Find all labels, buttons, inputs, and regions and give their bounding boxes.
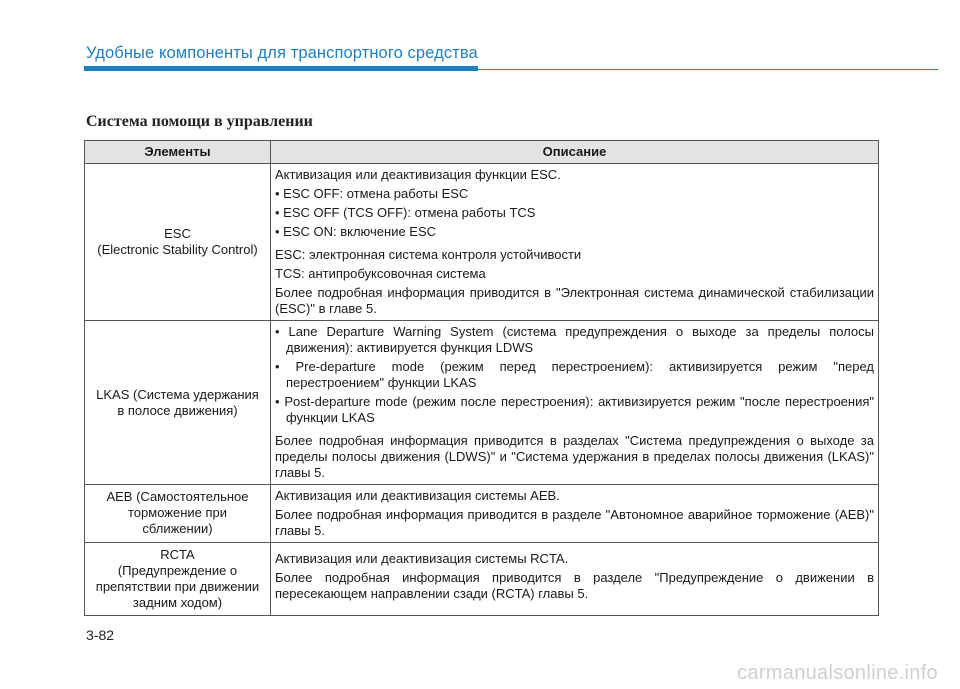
name-line: препятствии при движении	[95, 579, 260, 594]
desc-bullet: • ESC OFF: отмена работы ESC	[275, 186, 469, 201]
name-line: в полосе движения)	[117, 402, 238, 418]
name-line: торможение при	[127, 505, 228, 520]
name-line: ESC	[164, 226, 191, 241]
column-header-description: Описание	[271, 141, 879, 164]
table-row	[85, 321, 879, 485]
table-row	[85, 164, 879, 321]
features-table	[84, 140, 879, 616]
desc-line: Активизация или деактивизация системы RCTA.	[275, 550, 569, 566]
desc-line: ESC: электронная система контроля устойчивости	[275, 247, 582, 262]
desc-bullet: • ESC ON: включение ESC	[275, 224, 437, 239]
desc-reference: Более подробная информация приводится в разделах "Система предупреждения о выходе за пределы полосы движения (LDWS)" и "Система удержания в пределах полосы движения (LKAS)" главы 5.	[275, 433, 874, 480]
header-rule-thick	[84, 66, 478, 71]
name-line: LKAS (Система удержания	[96, 386, 259, 402]
row-name-esc	[85, 164, 271, 321]
name-line: задним ходом)	[132, 595, 223, 610]
name-line: (Предупреждение о	[117, 563, 238, 578]
watermark: carmanualsonline.info	[737, 662, 938, 684]
desc-bullet: • ESC OFF (TCS OFF): отмена работы TCS	[275, 205, 536, 220]
name-line: AEB (Самостоятельное	[106, 489, 249, 504]
name-line: сближении)	[142, 521, 213, 536]
row-desc-aeb	[271, 485, 879, 543]
row-name-rcta	[85, 543, 271, 616]
column-header-elements: Элементы	[85, 141, 271, 164]
table-header-row	[85, 141, 879, 164]
desc-bullet: • Post-departure mode (режим после перестроения): активизируется режим "после перестроения" функции LKAS	[275, 394, 874, 425]
section-title: Система помощи в управлении	[86, 113, 313, 130]
row-desc-rcta	[271, 543, 879, 616]
desc-reference: Более подробная информация приводится в разделе "Предупреждение о движении в пересекающем направлении сзади (RCTA) главы 5.	[275, 569, 874, 601]
table-row	[85, 485, 879, 543]
desc-line: Активизация или деактивизация системы AEB.	[275, 488, 560, 503]
desc-reference: Более подробная информация приводится в "Электронная система динамической стабилизации (ESC)" в главе 5.	[275, 285, 874, 316]
page-header-title: Удобные компоненты для транспортного средства	[86, 44, 478, 62]
desc-bullet: • Lane Departure Warning System (система предупреждения о выходе за пределы полосы движения): активируется функция LDWS	[275, 324, 874, 355]
name-line: RCTA	[160, 547, 195, 562]
row-desc-lkas	[271, 321, 879, 485]
desc-reference: Более подробная информация приводится в разделе "Автономное аварийное торможение (AEB)" главы 5.	[275, 507, 874, 538]
row-name-lkas	[85, 321, 271, 485]
desc-line: Активизация или деактивизация функции ESC.	[275, 167, 561, 182]
header-rule-thin	[478, 69, 938, 71]
table-row	[85, 543, 879, 616]
desc-line: TCS: антипробуксовочная система	[275, 266, 486, 281]
name-line: (Electronic Stability Control)	[97, 242, 258, 257]
row-name-aeb	[85, 485, 271, 543]
page-number: 3-82	[86, 627, 115, 643]
desc-bullet: • Pre-departure mode (режим перед перестроением): активизируется режим "перед перестроением" функции LKAS	[275, 359, 874, 390]
row-desc-esc	[271, 164, 879, 321]
